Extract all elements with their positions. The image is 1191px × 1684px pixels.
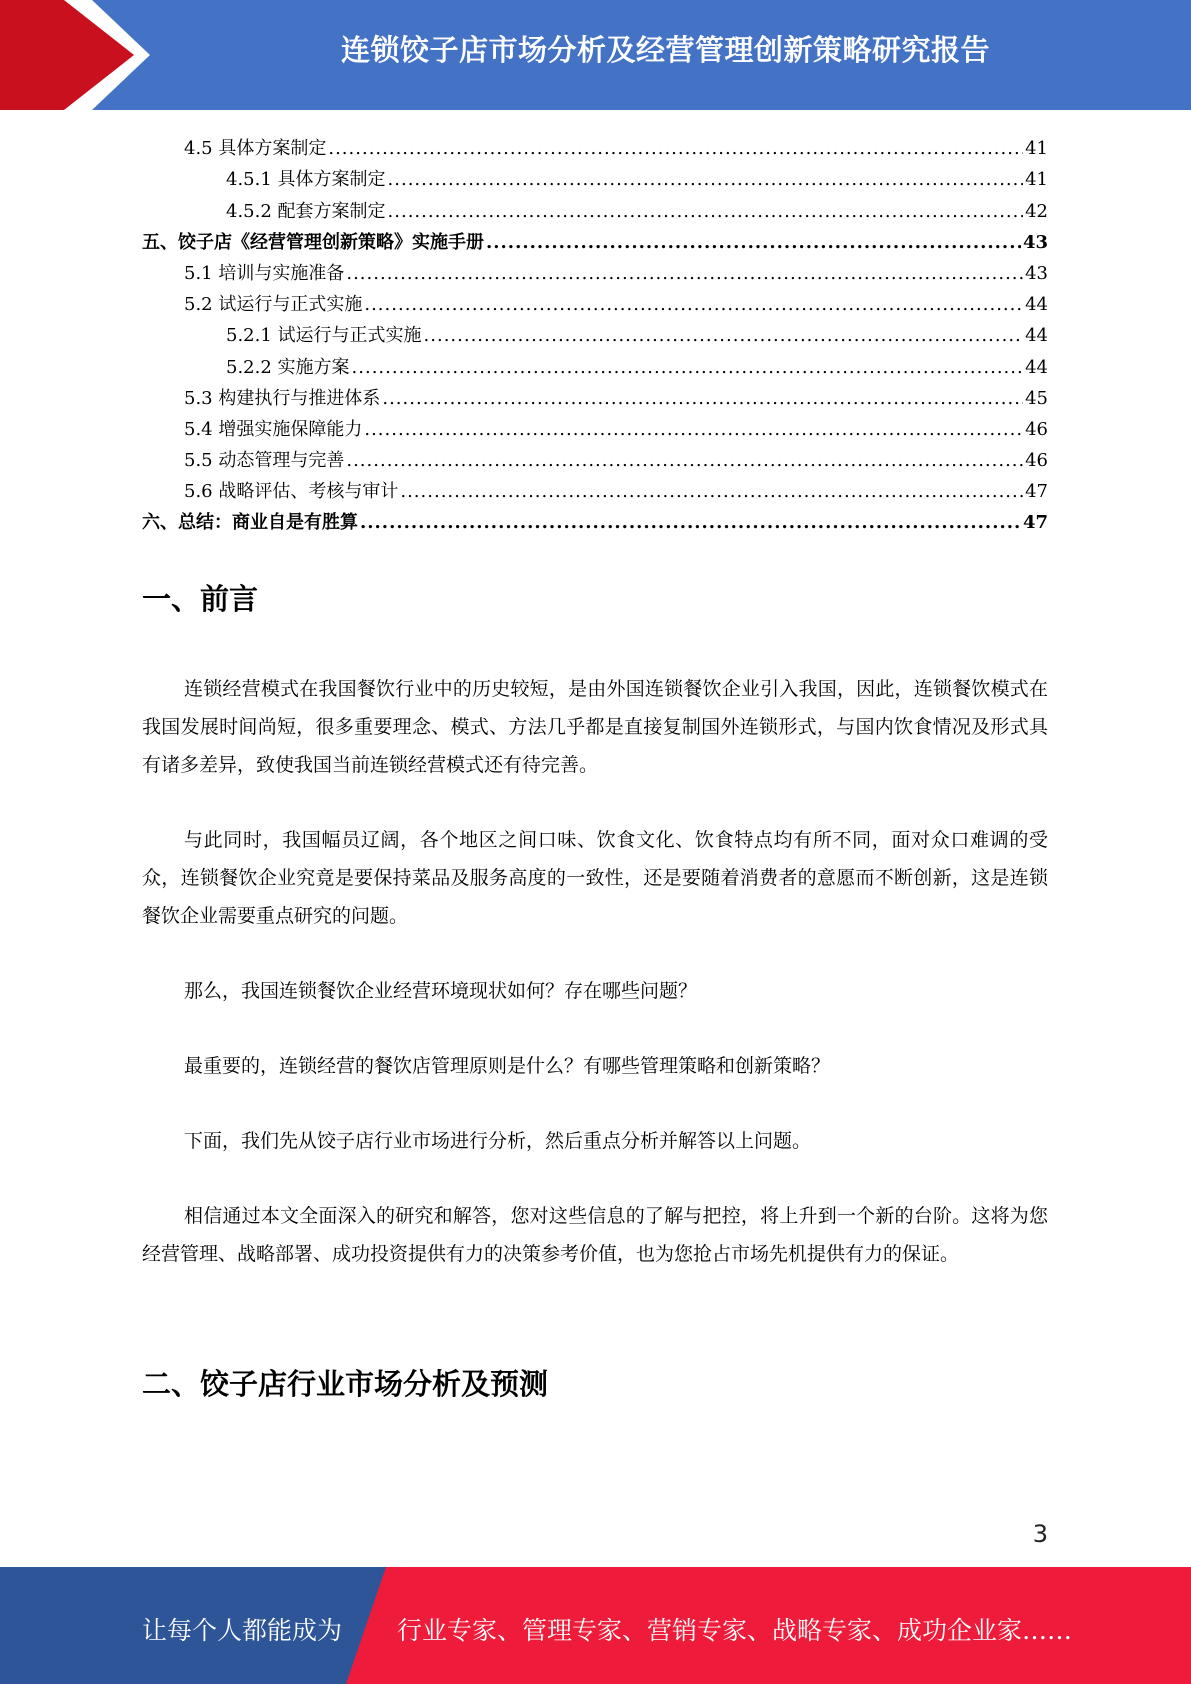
page-number: 3 bbox=[1032, 1520, 1048, 1548]
preface-body bbox=[142, 670, 1048, 1273]
toc-entry-page: 42 bbox=[1025, 200, 1048, 222]
toc-dot-leader bbox=[364, 418, 1023, 442]
document-title: 连锁饺子店市场分析及经营管理创新策略研究报告 bbox=[340, 33, 990, 67]
body-paragraph: 那么，我国连锁餐饮企业经营环境现状如何？存在哪些问题？ bbox=[184, 980, 698, 1002]
header-banner bbox=[0, 0, 1191, 110]
toc-entry-page: 41 bbox=[1025, 169, 1048, 191]
toc-entry[interactable] bbox=[142, 255, 1048, 286]
toc-entry[interactable] bbox=[142, 442, 1048, 473]
body-paragraph: 最重要的，连锁经营的餐饮店管理原则是什么？有哪些管理策略和创新策略？ bbox=[184, 1055, 831, 1077]
toc-dot-leader bbox=[352, 356, 1024, 380]
toc-entry-title: 5.2.1 试运行与正式实施 bbox=[226, 325, 422, 347]
toc-entry-title: 5.4 增强实施保障能力 bbox=[184, 418, 363, 440]
toc-entry-page: 46 bbox=[1025, 418, 1048, 440]
toc-entry-page: 46 bbox=[1025, 450, 1048, 472]
body-paragraph: 连锁经营模式在我国餐饮行业中的历史较短，是由外国连锁餐饮企业引入我国，因此，连锁餐饮模式在我国发展时间尚短，很多重要理念、模式、方法几乎都是直接复制国外连锁形式，与国内饮食情况及形式具有诸多差异，致使我国当前连锁经营模式还有待完善。 bbox=[142, 678, 1048, 776]
toc-entry-title: 4.5.2 配套方案制定 bbox=[226, 200, 386, 222]
toc-entry-page: 43 bbox=[1025, 262, 1048, 284]
section-heading-market-analysis: 二、饺子店行业市场分析及预测 bbox=[142, 1367, 549, 1401]
toc-dot-leader bbox=[360, 511, 1021, 535]
toc-entry-title: 5.6 战略评估、考核与审计 bbox=[184, 481, 399, 503]
toc-entry-title: 五、饺子店《经营管理创新策略》实施手册 bbox=[142, 231, 484, 253]
toc-entry[interactable] bbox=[142, 380, 1048, 411]
toc-dot-leader bbox=[486, 231, 1021, 255]
toc-dot-leader bbox=[382, 387, 1023, 411]
toc-dot-leader bbox=[424, 324, 1024, 348]
toc-entry-title: 4.5.1 具体方案制定 bbox=[226, 169, 386, 191]
toc-entry-page: 45 bbox=[1025, 387, 1048, 409]
toc-entry-page: 47 bbox=[1025, 481, 1048, 503]
toc-dot-leader bbox=[346, 449, 1023, 473]
toc-entry[interactable] bbox=[142, 161, 1048, 192]
body-paragraph: 下面，我们先从饺子店行业市场进行分析，然后重点分析并解答以上问题。 bbox=[184, 1130, 812, 1152]
footer-slogan-right: 行业专家、管理专家、营销专家、战略专家、成功企业家…… bbox=[397, 1616, 1073, 1645]
toc-entry-page: 43 bbox=[1022, 231, 1048, 253]
toc-entry-title: 5.2.2 实施方案 bbox=[226, 356, 350, 378]
toc-entry[interactable] bbox=[142, 192, 1048, 223]
toc-entry[interactable] bbox=[142, 473, 1048, 504]
toc-entry[interactable] bbox=[142, 224, 1048, 255]
footer-slogan-left: 让每个人都能成为 bbox=[142, 1616, 343, 1645]
toc-entry[interactable] bbox=[142, 411, 1048, 442]
toc-entry-title: 5.5 动态管理与完善 bbox=[184, 450, 345, 472]
body-paragraph: 相信通过本文全面深入的研究和解答，您对这些信息的了解与把控，将上升到一个新的台阶。这将为您经营管理、战略部署、成功投资提供有力的决策参考价值，也为您抢占市场先机提供有力的保证。 bbox=[142, 1205, 1048, 1265]
toc-entry-page: 47 bbox=[1022, 512, 1048, 534]
footer-banner bbox=[0, 1567, 1191, 1684]
section-heading-preface: 一、前言 bbox=[142, 582, 259, 616]
toc-dot-leader bbox=[346, 262, 1023, 286]
toc-entry-page: 41 bbox=[1025, 138, 1048, 160]
toc-dot-leader bbox=[328, 137, 1023, 161]
toc-dot-leader bbox=[388, 168, 1024, 192]
toc-entry-title: 5.3 构建执行与推进体系 bbox=[184, 387, 381, 409]
table-of-contents bbox=[142, 130, 1048, 535]
toc-dot-leader bbox=[364, 293, 1023, 317]
toc-entry-page: 44 bbox=[1025, 294, 1048, 316]
toc-entry[interactable] bbox=[142, 317, 1048, 348]
toc-entry-page: 44 bbox=[1025, 356, 1048, 378]
toc-entry-title: 六、总结：商业自是有胜算 bbox=[142, 512, 358, 534]
toc-entry-title: 5.1 培训与实施准备 bbox=[184, 262, 345, 284]
toc-dot-leader bbox=[400, 480, 1023, 504]
toc-entry-title: 5.2 试运行与正式实施 bbox=[184, 294, 363, 316]
body-paragraph: 与此同时，我国幅员辽阔，各个地区之间口味、饮食文化、饮食特点均有所不同，面对众口难调的受众，连锁餐饮企业究竟是要保持菜品及服务高度的一致性，还是要随着消费者的意愿而不断创新，这是连锁餐饮企业需要重点研究的问题。 bbox=[142, 829, 1048, 927]
toc-entry[interactable] bbox=[142, 348, 1048, 379]
toc-entry-page: 44 bbox=[1025, 325, 1048, 347]
toc-entry-title: 4.5 具体方案制定 bbox=[184, 138, 327, 160]
toc-entry[interactable] bbox=[142, 504, 1048, 535]
toc-dot-leader bbox=[388, 200, 1024, 224]
toc-entry[interactable] bbox=[142, 130, 1048, 161]
toc-entry[interactable] bbox=[142, 286, 1048, 317]
